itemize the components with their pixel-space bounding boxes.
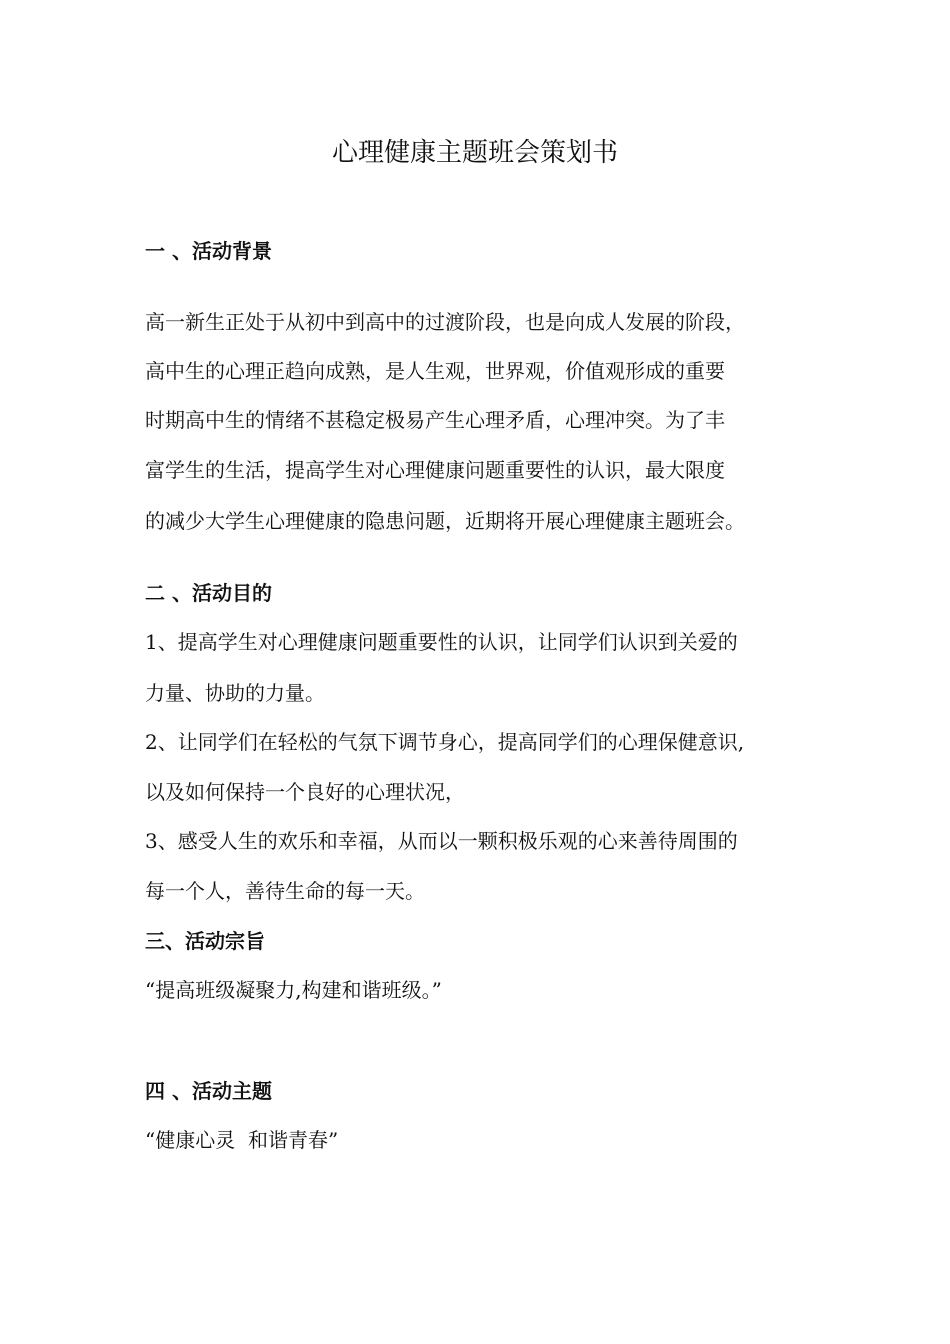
section-heading-theme: 四 、活动主题: [145, 1079, 272, 1103]
list-item-line: 力量、协助的力量。: [145, 681, 325, 705]
list-item-line: 每一个人，善待生命的每一天。: [145, 879, 425, 903]
paragraph-line: 富学生的生活，提高学生对心理健康问题重要性的认识，最大限度: [145, 458, 725, 482]
list-item-line: 3、感受人生的欢乐和幸福，从而以一颗积极乐观的心来善待周围的: [145, 829, 738, 853]
paragraph-line: 高中生的心理正趋向成熟，是人生观，世界观，价值观形成的重要: [145, 359, 725, 383]
paragraph-line: 高一新生正处于从初中到高中的过渡阶段，也是向成人发展的阶段，: [145, 310, 745, 334]
section-heading-background: 一 、活动背景: [145, 239, 272, 263]
list-item-line: 以及如何保持一个良好的心理状况，: [145, 780, 465, 804]
paragraph-line: 时期高中生的情绪不甚稳定极易产生心理矛盾，心理冲突。为了丰: [145, 408, 725, 432]
document-title: 心理健康主题班会策划书: [331, 138, 618, 168]
paragraph-line: 的减少大学生心理健康的隐患问题，近期将开展心理健康主题班会。: [145, 509, 745, 533]
paragraph-line: “健康心灵 和谐青春”: [145, 1128, 339, 1152]
section-heading-tenet: 三、活动宗旨: [145, 929, 265, 953]
list-item-line: 1、提高学生对心理健康问题重要性的认识，让同学们认识到关爱的: [145, 630, 738, 654]
list-item-line: 2、让同学们在轻松的气氛下调节身心，提高同学们的心理保健意识,: [145, 730, 745, 754]
section-heading-purpose: 二 、活动目的: [145, 581, 272, 605]
paragraph-line: “提高班级凝聚力,构建和谐班级。”: [145, 978, 442, 1002]
